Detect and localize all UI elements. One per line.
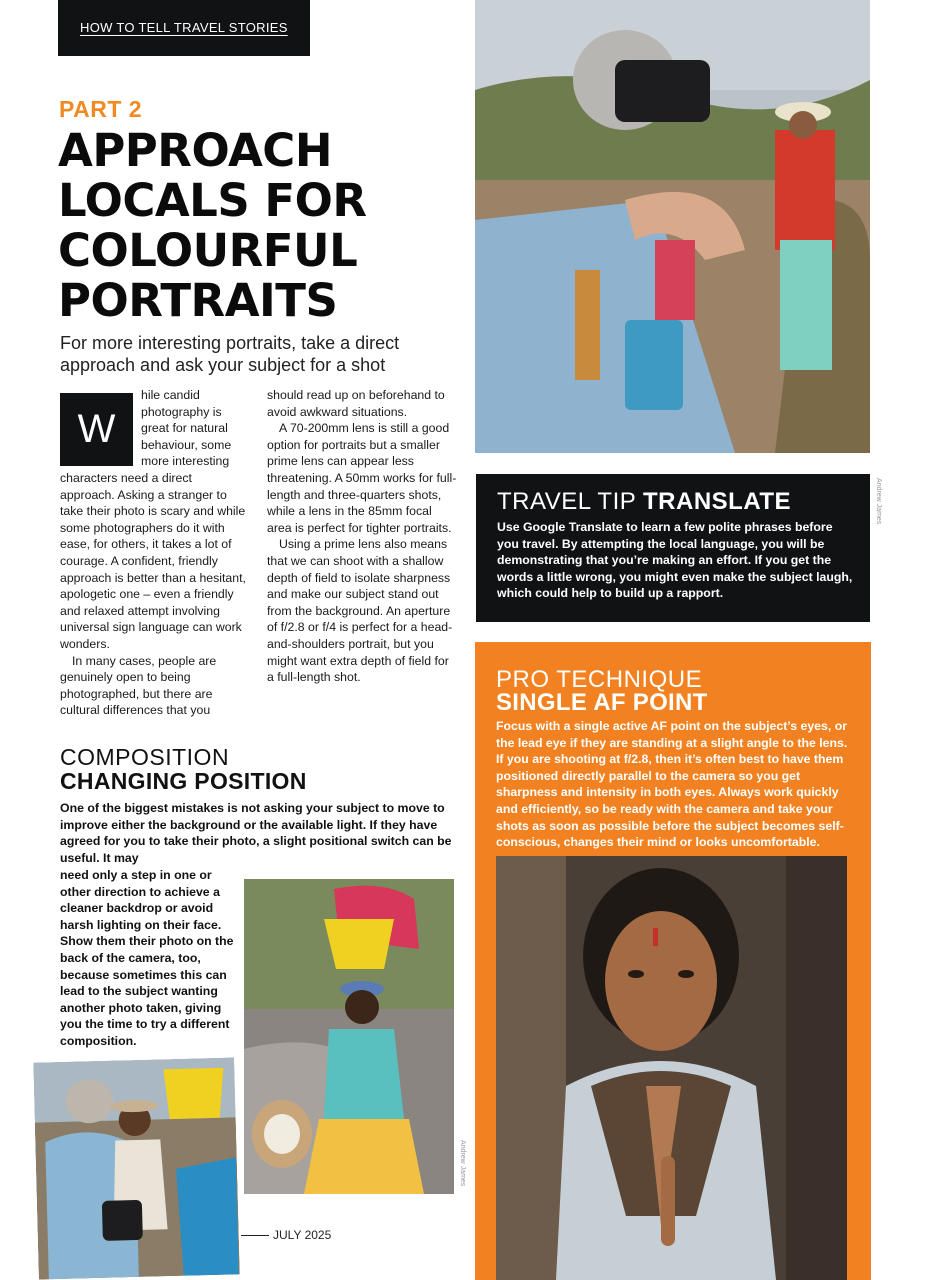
composition-text-continued: need only a step in one or other direction to achieve a cleaner backdrop or avoid harsh lighting on their face. Show them their photo on the back of the camera, too, because sometimes this can lead to the subject wanting another photo taken, giving you the time to try a different composition. bbox=[60, 868, 234, 1048]
part-label: PART 2 bbox=[59, 96, 143, 122]
travel-tip-text: Use Google Translate to learn a few polite phrases before you travel. By attempting the local language, you will be demonstrating that you’re making an effort. If you get the words a little wrong, you might even make the subject laugh, which could help to build up a rapport. bbox=[497, 520, 853, 601]
pro-technique-text: Focus with a single active AF point on the subject’s eyes, or the lead eye if they are standing at a slight angle to the lens. If you are shooting at f/2.8, then it’s often best to have them positioned directly parallel to the camera so you get sharpness and intensity in both eyes. Always work quickly and efficiently, so be ready with the camera and take your shots as soon as possible before the subject becomes self-conscious, changes their mind or looks uncomfortable. bbox=[496, 719, 848, 850]
photo-showing-camera-screen bbox=[30, 1054, 243, 1280]
pro-technique-title: SINGLE AF POINT bbox=[496, 689, 708, 716]
composition-text: One of the biggest mistakes is not asking your subject to move to improve either the background or the available light. If they have agreed for you to take their photo, a slight positional switch can be useful. It may bbox=[60, 801, 452, 865]
travel-tip-box bbox=[476, 474, 870, 622]
photo-credit: Andrew James bbox=[875, 478, 882, 525]
travel-tip-kicker: TRAVEL TIP bbox=[497, 488, 636, 515]
photo-girl-portrait bbox=[496, 856, 847, 1280]
body-paragraph: should read up on beforehand to avoid awkward situations. bbox=[267, 388, 445, 419]
headline-line: COLOURFUL bbox=[58, 224, 358, 277]
section-tag bbox=[58, 0, 310, 56]
pro-technique-kicker: PRO TECHNIQUE bbox=[496, 666, 703, 693]
folio-rule bbox=[241, 1235, 269, 1236]
travel-tip-heading bbox=[497, 488, 791, 516]
body-paragraph: A 70-200mm lens is still a good option for portraits but a smaller prime lens can appear less threatening. A 50mm works for full-length and three-quarters shots, while a lens in the 85mm focal area is perfect for tighter portraits. bbox=[267, 421, 457, 535]
folio-date: JULY 2025 bbox=[273, 1228, 332, 1242]
body-column-2 bbox=[267, 387, 457, 686]
body-paragraph: W hile candid photography is great for natural behaviour, some more interesting characters need a direct approach. Asking a stranger to take their photo is scary and while some photographers do it with ease, for others, it takes a lot of courage. A confident, friendly approach is better than a hesitant, apologetic one – even a friendly and relaxed attempt involving universal sign language can work wonders. bbox=[60, 388, 246, 651]
standfirst: For more interesting portraits, take a direct approach and ask your subject for a shot bbox=[60, 333, 400, 375]
body-paragraph: Using a prime lens also means that we can shoot with a shallow depth of field to isolate sharpness and make our subject stand out from the background. An aperture of f/2.8 or f/4 is perfect for a head-and-shoulders portrait, but you might want extra depth of field for a full-length shot. bbox=[267, 537, 453, 685]
composition-title: CHANGING POSITION bbox=[60, 768, 307, 794]
headline-line: LOCALS FOR bbox=[58, 174, 367, 227]
body-paragraph: In many cases, people are genuinely open to being photographed, but there are cultural differences that you bbox=[60, 653, 217, 718]
folio bbox=[241, 1228, 331, 1242]
travel-tip-title: TRANSLATE bbox=[643, 488, 792, 515]
headline-line: PORTRAITS bbox=[58, 274, 338, 327]
section-tag-label: HOW TO TELL TRAVEL STORIES bbox=[80, 20, 288, 35]
body-column-1 bbox=[60, 387, 246, 719]
photo-credit: Andrew James bbox=[459, 1140, 466, 1187]
headline-line: APPROACH bbox=[58, 124, 332, 177]
drop-cap: W bbox=[60, 393, 133, 466]
composition-kicker: COMPOSITION bbox=[60, 744, 230, 770]
photo-photographer-with-local bbox=[475, 0, 870, 453]
photo-woman-carrying-bucket bbox=[244, 879, 454, 1194]
headline bbox=[58, 126, 478, 326]
